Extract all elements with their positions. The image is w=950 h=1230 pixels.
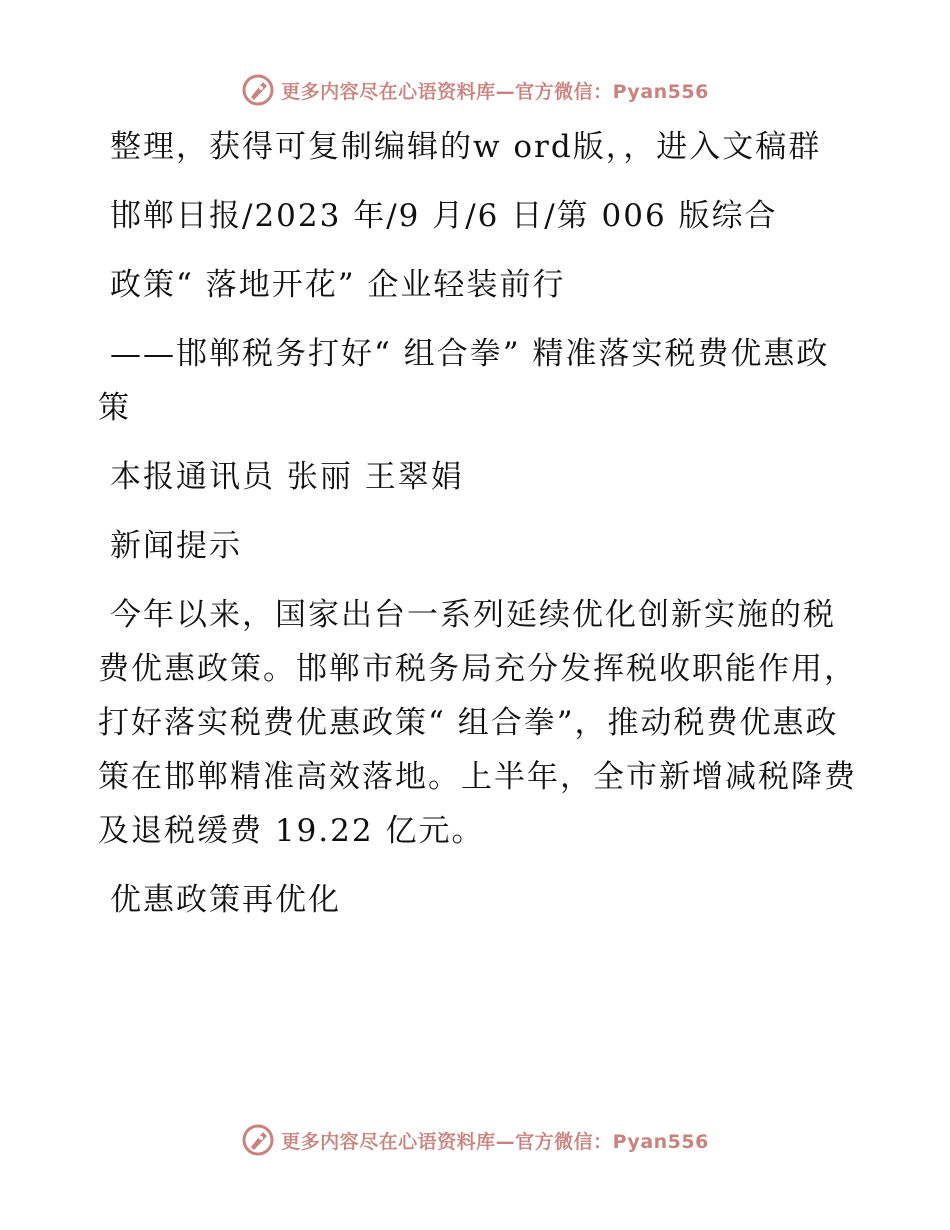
footer-watermark [0,1120,950,1160]
paragraph-download-note: 整理，获得可复制编辑的w ord版，，进入文稿群 [110,129,822,165]
article-byline: 本报通讯员 张丽 王翠娟 [110,459,464,495]
pen-nib-logo-icon [241,73,275,107]
article-headline: 政策“ 落地开花” 企业轻装前行 [110,267,566,303]
watermark-text: 更多内容尽在心语资料库—官方微信：Pyan556 [281,1130,709,1153]
article-subheadline: ——邯郸税务打好“ 组合拳” 精准落实税费优惠政策 [98,336,830,426]
document-body [98,120,858,942]
section-heading-policy-optimization: 优惠政策再优化 [110,882,341,918]
header-watermark [0,70,950,110]
paragraph-summary: 今年以来，国家出台一系列延续优化创新实施的税费优惠政策。邯郸市税务局充分发挥税收职能作用，打好落实税费优惠政策“ 组合拳”，推动税费优惠政策在邯郸精准高效落地。上半年，全市新增减税降费及退税缓费 19.22 亿元。 [98,597,857,849]
watermark-text: 更多内容尽在心语资料库—官方微信：Pyan556 [281,80,709,103]
paragraph-source-line: 邯郸日报/2023 年/9 月/6 日/第 006 版综合 [110,198,778,234]
pen-nib-logo-icon [241,1123,275,1157]
section-heading-news-tips: 新闻提示 [110,528,242,564]
